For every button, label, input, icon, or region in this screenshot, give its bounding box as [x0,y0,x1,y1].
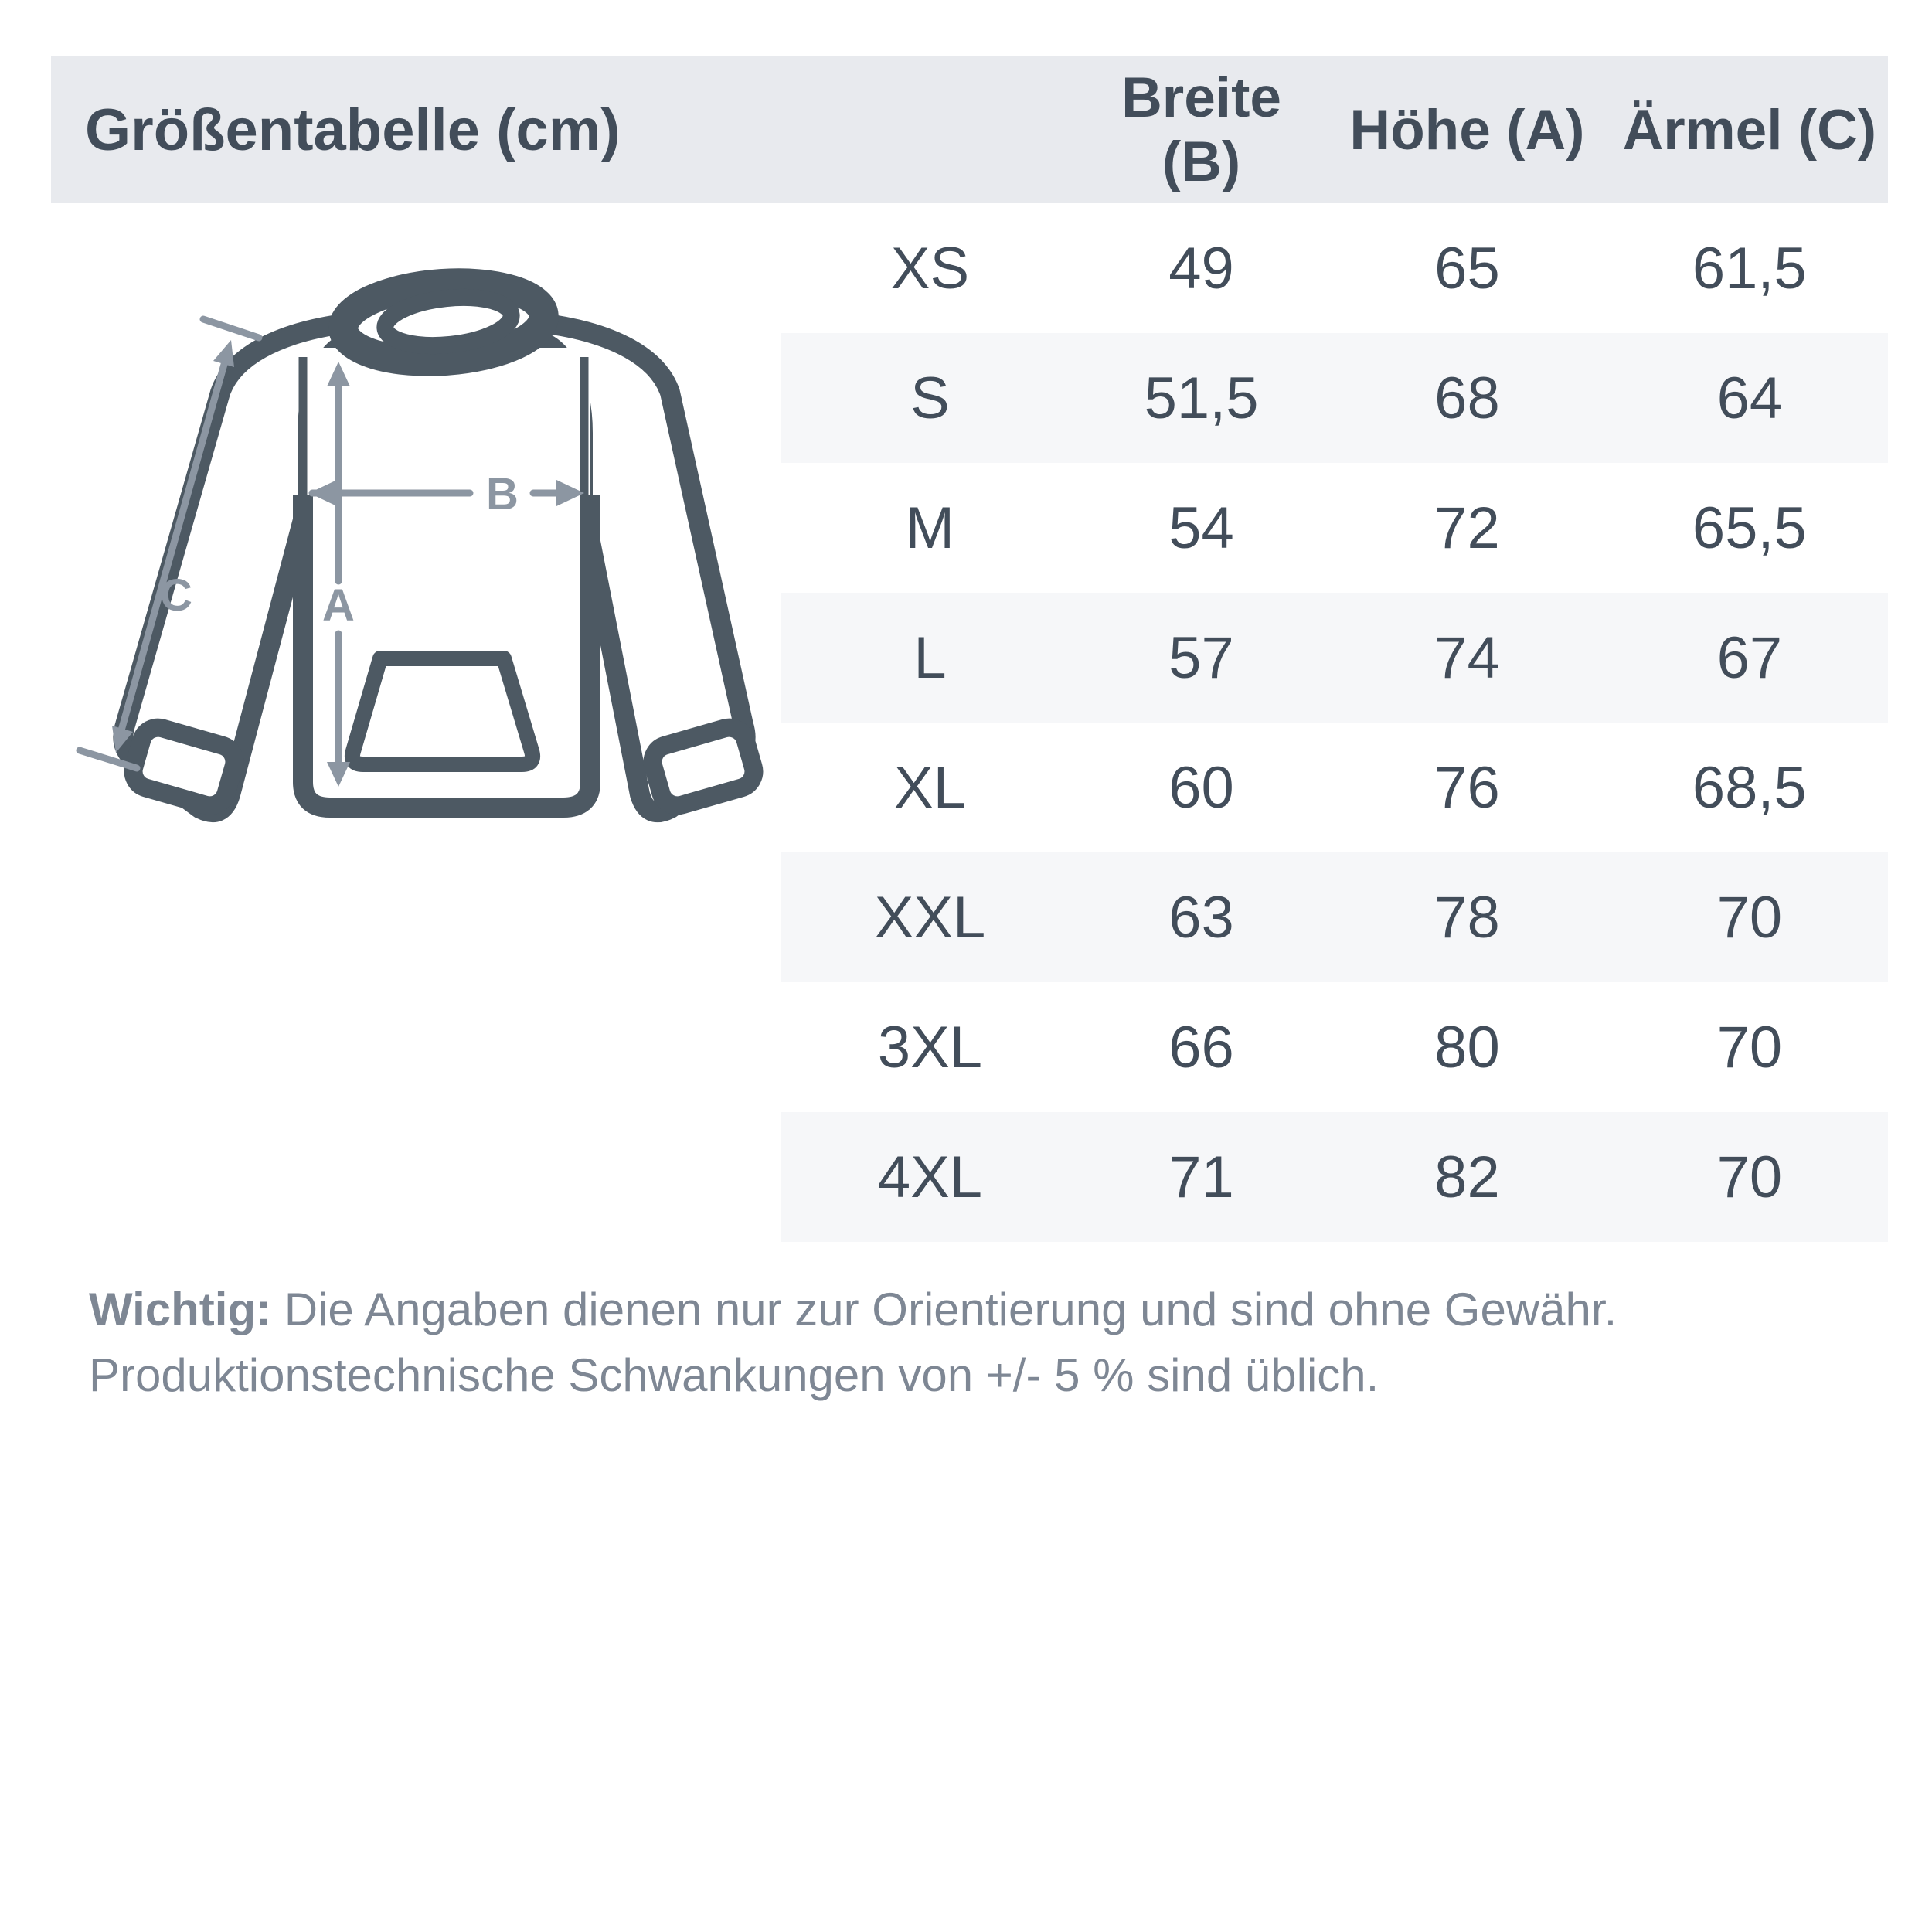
size-cell: XS [890,235,970,301]
arrow-c-top-tick [203,319,259,338]
footer-line-1-text: Die Angaben dienen nur zur Orientierung und sind ohne Gewähr. [271,1284,1617,1335]
breite-cell: 54 [1168,495,1234,561]
size-cell: XXL [874,884,986,951]
size-cell: 3XL [877,1014,983,1080]
breite-cell: 49 [1168,235,1234,301]
table-row [781,723,1888,852]
table-row [781,1112,1888,1242]
hoehe-cell: 68 [1434,365,1500,431]
hoodie-diagram-svg [46,139,804,850]
aermel-cell: 70 [1716,1144,1783,1210]
aermel-cell: 68,5 [1692,754,1807,821]
size-cell: XL [893,754,966,821]
size-cell: 4XL [877,1144,983,1210]
size-table [781,203,1888,1242]
hoehe-cell: 72 [1434,495,1500,561]
hoehe-cell: 76 [1434,754,1500,821]
breite-cell: 66 [1168,1014,1234,1080]
table-row [781,463,1888,593]
table-row [781,982,1888,1112]
breite-cell: 51,5 [1144,365,1259,431]
label-c: C [160,570,192,621]
column-headers [781,56,1888,203]
breite-cell: 71 [1168,1144,1234,1210]
breite-cell: 63 [1168,884,1234,951]
size-cell: S [910,365,950,431]
size-cell: L [913,624,947,691]
page-title: Größentabelle (cm) [85,97,621,163]
table-row [781,593,1888,723]
arrow-c-head-up [213,340,234,367]
column-header-hoehe: Höhe (A) [1349,98,1585,162]
aermel-cell: 67 [1716,624,1783,691]
hoehe-cell: 78 [1434,884,1500,951]
breite-cell: 60 [1168,754,1234,821]
left-cuff [129,723,238,809]
footer-note [89,1277,1851,1408]
table-row [781,203,1888,333]
label-b: B [486,469,519,519]
breite-cell: 57 [1168,624,1234,691]
hoodie-measurement-diagram [46,139,804,850]
hoehe-cell: 82 [1434,1144,1500,1210]
size-cell: M [905,495,955,561]
right-cuff [648,723,757,809]
aermel-cell: 70 [1716,884,1783,951]
footer-bold-label: Wichtig: [89,1284,272,1335]
table-row [781,333,1888,463]
hoehe-cell: 65 [1434,235,1500,301]
aermel-cell: 65,5 [1692,495,1807,561]
kangaroo-pocket [352,658,532,764]
column-header-aermel: Ärmel (C) [1622,98,1877,162]
aermel-cell: 70 [1716,1014,1783,1080]
footer-line-2: Produktionstechnische Schwankungen von +/- 5 % sind üblich. [89,1349,1379,1401]
hood-inner-ring [383,292,513,352]
label-a: A [322,580,355,631]
hoehe-cell: 80 [1434,1014,1500,1080]
aermel-cell: 61,5 [1692,235,1807,301]
footer-line-1 [89,1277,1851,1342]
hoehe-cell: 74 [1434,624,1500,691]
aermel-cell: 64 [1716,365,1783,431]
column-header-breite: Breite (B) [1121,66,1281,193]
table-row [781,852,1888,982]
